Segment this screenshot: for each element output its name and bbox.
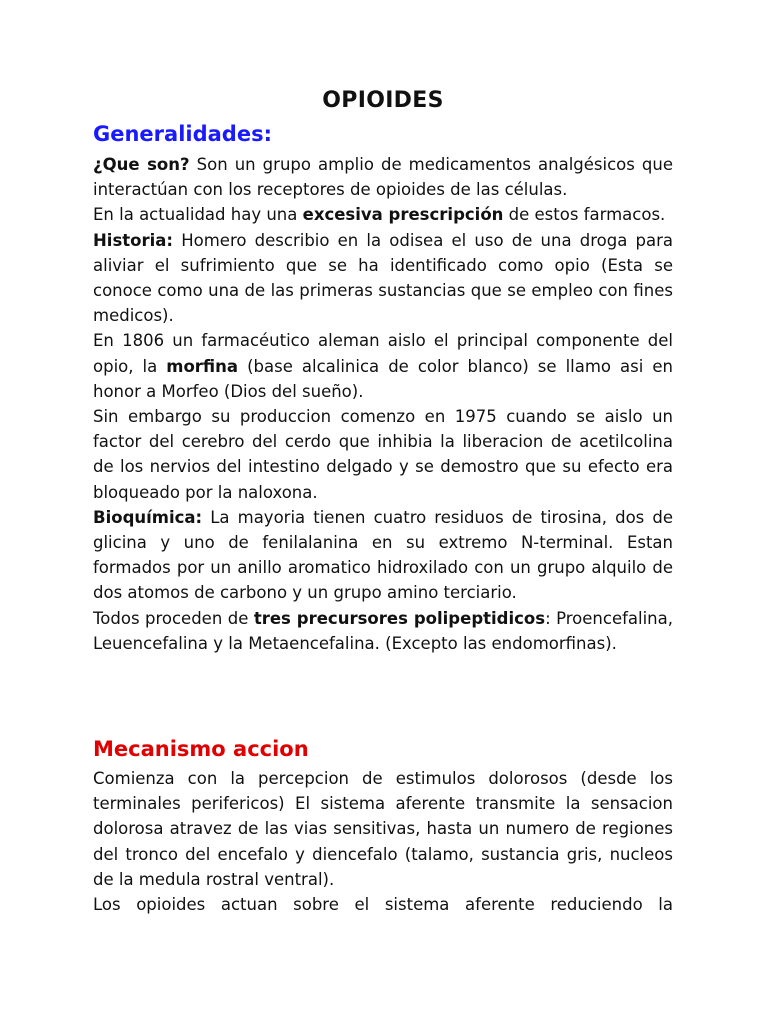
paragraph-precursores: Todos proceden de tres precursores polipeptidicos: Proencefalina, Leuencefalina y la Metaencefalina. (Excepto las endomorfinas).: [93, 608, 673, 653]
document-title: OPIOIDES: [322, 88, 444, 113]
label-historia: Historia:: [93, 230, 174, 250]
paragraph-percepcion: Comienza con la percepcion de estimulos dolorosos (desde los terminales perifericos) El sistema aferente transmite la sensacion dolorosa atravez de las vias sensitivas, hasta un numero de regiones del tronco del encefalo y diencefalo (talamo, sustancia gris, nucleos de la medula rostral ventral).: [93, 769, 673, 889]
section-heading-mecanismo: Mecanismo accion: [93, 737, 309, 761]
label-que-son: ¿Que son?: [93, 155, 190, 174]
label-bioquimica: Bioquímica:: [93, 507, 203, 527]
section-heading-generalidades: Generalidades:: [93, 122, 272, 146]
paragraph-que-son: ¿Que son? Son un grupo amplio de medicamentos analgésicos que interactúan con los receptores de opioides de las células.: [93, 155, 674, 200]
section-body-generalidades: [93, 152, 673, 656]
paragraph-historia: Historia: Homero describio en la odisea el uso de una droga para aliviar el sufrimiento que se ha identificado como opio (Esta se conoce como una de las primeras sustancias que se empleo con fines medicos).: [93, 230, 673, 326]
paragraph-opioides-actuan: Los opioides actuan sobre el sistema aferente reduciendo la: [93, 895, 673, 915]
paragraph-prescripcion: En la actualidad hay una excesiva prescripción de estos farmacos.: [93, 205, 666, 225]
section-body-mecanismo: [93, 766, 673, 917]
paragraph-bioquimica: Bioquímica: La mayoria tienen cuatro residuos de tirosina, dos de glicina y uno de fenilalanina en su extremo N-terminal. Estan formados por un anillo aromatico hidroxilado con un grupo alquilo de dos atomos de carbono y un grupo amino terciario.: [93, 507, 673, 603]
paragraph-morfina: En 1806 un farmacéutico aleman aislo el principal componente del opio, la morfina (base alcalinica de color blanco) se llamo asi en honor a Morfeo (Dios del sueño).: [93, 331, 673, 401]
paragraph-produccion: Sin embargo su produccion comenzo en 1975 cuando se aislo un factor del cerebro del cerdo que inhibia la liberacion de acetilcolina de los nervios del intestino delgado y se demostro que su efecto era bloqueado por la naloxona.: [93, 407, 673, 502]
